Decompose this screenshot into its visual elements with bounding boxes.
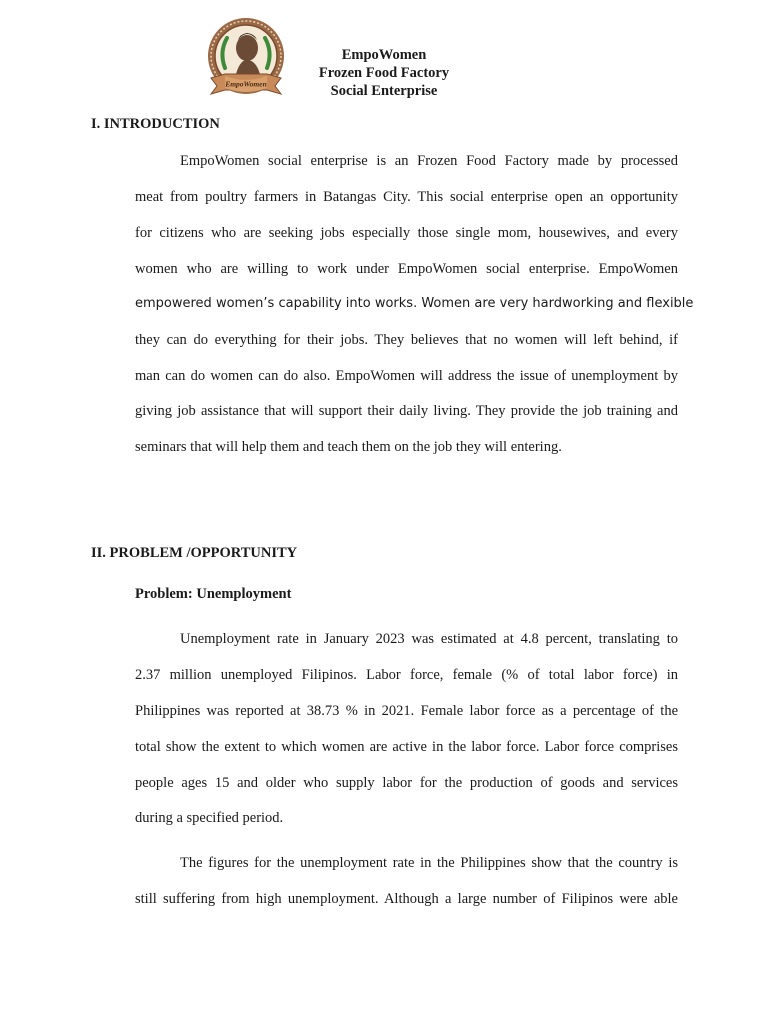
subheading-unemployment: Problem: Unemployment — [135, 586, 292, 602]
paragraph-line: people ages 15 and older who supply labor for the production of goods and services — [135, 775, 678, 791]
paragraph-line: for citizens who are seeking jobs especially those single mom, housewives, and every — [135, 225, 678, 241]
empowomen-logo — [205, 16, 287, 108]
paragraph-line: giving job assistance that will support their daily living. They provide the job training and — [135, 403, 678, 419]
title-line-3: Social Enterprise — [330, 83, 438, 99]
paragraph-line: The figures for the unemployment rate in the Philippines show that the country is — [180, 855, 678, 871]
section-heading-introduction: I. INTRODUCTION — [91, 116, 220, 132]
paragraph-line: during a specified period. — [135, 810, 284, 826]
paragraph-line: still suffering from high unemployment. Although a large number of Filipinos were able — [135, 891, 678, 907]
section-heading-problem-opportunity: II. PROBLEM /OPPORTUNITY — [91, 545, 298, 561]
paragraph-line: 2.37 million unemployed Filipinos. Labor force, female (% of total labor force) in — [135, 667, 678, 683]
paragraph-line: total show the extent to which women are active in the labor force. Labor force comprises — [135, 739, 678, 755]
paragraph-line: they can do everything for their jobs. They believes that no women will left behind, if — [135, 332, 678, 348]
document-title — [300, 46, 468, 100]
paragraph-line: meat from poultry farmers in Batangas City. This social enterprise open an opportunity — [135, 189, 678, 205]
paragraph-line: man can do women can do also. EmpoWomen will address the issue of unemployment by — [135, 368, 678, 384]
logo-banner-text: EmpoWomen — [225, 79, 267, 89]
title-line-2: Frozen Food Factory — [318, 65, 450, 81]
paragraph-line: Unemployment rate in January 2023 was estimated at 4.8 percent, translating to — [180, 631, 678, 647]
paragraph-line: Philippines was reported at 38.73 % in 2021. Female labor force as a percentage of the — [135, 703, 678, 719]
paragraph-line: seminars that will help them and teach them on the job they will entering. — [135, 439, 562, 455]
title-line-1: EmpoWomen — [341, 47, 427, 63]
paragraph-line: EmpoWomen social enterprise is an Frozen Food Factory made by processed — [180, 153, 678, 169]
paragraph-line: women who are willing to work under EmpoWomen social enterprise. EmpoWomen — [135, 261, 678, 277]
paragraph-line: empowered women’s capability into works. Women are very hardworking and flexible — [135, 296, 694, 311]
